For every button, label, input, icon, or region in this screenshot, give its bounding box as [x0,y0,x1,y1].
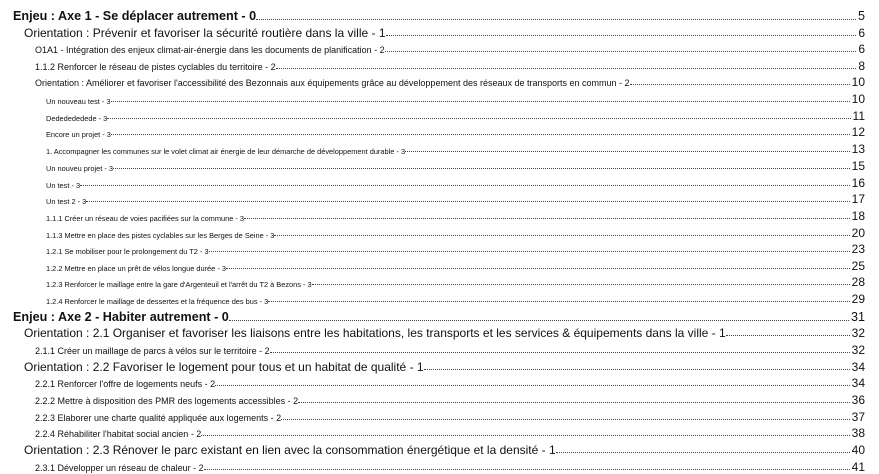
dot-leader [111,101,850,102]
toc-page-number: 23 [851,242,865,256]
dot-leader [276,68,857,69]
toc-page-number: 10 [851,92,865,106]
dot-leader [113,168,850,169]
toc-entry-label[interactable]: Enjeu : Axe 2 - Habiter autrement - 0 [13,310,229,324]
toc-entry-label[interactable]: 1.1.1 Créer un réseau de voies pacifiées sur la commune - 3 [46,213,245,223]
dot-leader [209,251,850,252]
toc-page-number: 11 [852,109,865,123]
dot-leader [244,218,850,219]
toc-entry-label[interactable]: 1.2.1 Se mobiliser pour le prolongement du T2 - 3 [46,246,209,256]
toc-entry-sub-action[interactable] [0,243,879,255]
dot-leader [268,301,849,302]
toc-page-number: 8 [858,59,865,73]
dot-leader [556,452,850,453]
toc-entry-orientation[interactable] [0,327,879,339]
toc-entry-label[interactable]: Orientation : Prévenir et favoriser la sécurité routière dans la ville - 1 [24,26,386,40]
toc-entry-action[interactable] [0,344,879,356]
toc-entry-enjeu[interactable] [0,311,879,324]
toc-entry-action[interactable] [0,377,879,389]
toc-entry-label[interactable]: Enjeu : Axe 1 - Se déplacer autrement - 0 [13,9,257,23]
toc-entry-label[interactable]: Dededededede - 3 [46,113,108,123]
dot-leader [726,335,850,336]
toc-entry-orientation[interactable] [0,27,879,39]
toc-entry-label[interactable]: 1.2.3 Renforcer le maillage entre la gare d'Argenteuil et l'arrêt du T2 à Bezons - 3 [46,279,312,289]
toc-entry-orientation[interactable] [0,444,879,456]
toc-entry-label[interactable]: Orientation : 2.3 Rénover le parc existant en lien avec la consommation énergétique et la densité - 1 [24,443,556,457]
toc-page-number: 29 [851,292,865,306]
toc-entry-label[interactable]: Orientation : Améliorer et favoriser l'accessibilité des Bezonnais aux équipements grâce au développement des réseaux de transports en commun - 2 [35,78,630,88]
toc-page-number: 41 [851,460,865,474]
toc-entry-label[interactable]: 2.1.1 Créer un maillage de parcs à vélos sur le territoire - 2 [35,346,270,356]
toc-page-number: 6 [858,42,865,56]
toc-entry-label[interactable]: 2.2.4 Réhabiliter l'habitat social ancien - 2 [35,429,202,439]
toc-entry-label[interactable]: Un test 2 - 3 [46,196,87,206]
toc-entry-sub-action[interactable] [0,293,879,305]
dot-leader [204,469,850,470]
toc-entry-label[interactable]: 1.2.4 Renforcer le maillage de dessertes et la fréquence des bus - 3 [46,296,269,306]
toc-entry-sub-action[interactable] [0,193,879,205]
toc-entry-label[interactable]: Un nouveu projet - 3 [46,163,113,173]
dot-leader [298,402,850,403]
toc-entry-sub-action[interactable] [0,126,879,138]
dot-leader [86,201,849,202]
toc-entry-sub-action[interactable] [0,210,879,222]
toc-page-number: 10 [851,75,865,89]
dot-leader [281,419,849,420]
toc-entry-sub-action[interactable] [0,227,879,239]
toc-entry-label[interactable]: 2.2.3 Elaborer une charte qualité appliquée aux logements - 2 [35,413,282,423]
toc-entry-orientation[interactable] [0,361,879,373]
toc-page-number: 38 [851,426,865,440]
dot-leader [270,352,850,353]
dot-leader [385,51,857,52]
toc-entry-sub-action[interactable] [0,276,879,288]
toc-page-number: 28 [851,275,865,289]
toc-entry-sub-action[interactable] [0,160,879,172]
toc-entry-label[interactable]: 1. Accompagner les communes sur le volet climat air énergie de leur démarche de développement durable - 3 [46,146,406,156]
toc-page-number: 6 [858,26,865,40]
toc-page-number: 17 [851,192,865,206]
toc-entry-label[interactable]: 1.2.2 Mettre en place un prêt de vélos longue durée - 3 [46,263,226,273]
toc-entry-label[interactable]: Un test - 3 [46,180,81,190]
dot-leader [201,435,849,436]
dot-leader [312,284,850,285]
toc-page-number: 20 [851,226,865,240]
toc-entry-action[interactable] [0,394,879,406]
toc-page-number: 25 [851,259,865,273]
dot-leader [256,19,856,20]
toc-entry-action[interactable] [0,76,879,88]
dot-leader [386,35,857,36]
toc-entry-action[interactable] [0,427,879,439]
toc-page-number: 15 [851,159,865,173]
toc-page-number: 16 [851,176,865,190]
toc-entry-sub-action[interactable] [0,143,879,155]
toc-page-number: 32 [851,343,865,357]
toc-page-number: 5 [857,9,865,23]
dot-leader [111,134,850,135]
toc-page-number: 12 [851,125,865,139]
toc-entry-sub-action[interactable] [0,260,879,272]
dot-leader [215,385,849,386]
dot-leader [274,235,849,236]
toc-entry-action[interactable] [0,43,879,55]
toc-entry-label[interactable]: Encore un projet - 3 [46,129,111,139]
toc-entry-sub-action[interactable] [0,110,879,122]
dot-leader [424,369,850,370]
toc-page-number: 34 [851,376,865,390]
toc-entry-sub-action[interactable] [0,93,879,105]
toc-entry-label[interactable]: 2.2.2 Mettre à disposition des PMR des logements accessibles - 2 [35,396,299,406]
toc-page-number: 32 [851,326,865,340]
toc-entry-label[interactable]: 2.2.1 Renforcer l'offre de logements neufs - 2 [35,379,216,389]
dot-leader [229,320,849,321]
toc-page-number: 18 [851,209,865,223]
toc-entry-label[interactable]: Un nouveau test - 3 [46,96,111,106]
toc-entry-action[interactable] [0,411,879,423]
toc-entry-label[interactable]: 1.1.2 Renforcer le réseau de pistes cyclables du territoire - 2 [35,62,276,72]
toc-page-number: 36 [851,393,865,407]
dot-leader [226,268,850,269]
toc-entry-enjeu[interactable] [0,10,879,23]
dot-leader [80,185,850,186]
toc-entry-sub-action[interactable] [0,177,879,189]
toc-page-number: 34 [851,360,865,374]
toc-entry-label[interactable]: 2.3.1 Développer un réseau de chaleur - 2 [35,463,204,473]
dot-leader [630,84,850,85]
toc-entry-label[interactable]: 1.1.3 Mettre en place des pistes cyclables sur les Berges de Seine - 3 [46,230,275,240]
toc-page-number: 37 [851,410,865,424]
toc-entry-action[interactable] [0,461,879,473]
toc-page-number: 40 [851,443,865,457]
dot-leader [107,118,850,119]
toc-entry-label[interactable]: Orientation : 2.1 Organiser et favoriser les liaisons entre les habitations, les transports et les services & équipements dans la ville - 1 [24,326,726,340]
dot-leader [405,151,850,152]
toc-page-number: 31 [850,310,865,324]
toc-entry-action[interactable] [0,60,879,72]
toc-entry-label[interactable]: O1A1 - Intégration des enjeux climat-air-énergie dans les documents de planification - 2 [35,45,385,55]
toc-entry-label[interactable]: Orientation : 2.2 Favoriser le logement pour tous et un habitat de qualité - 1 [24,360,424,374]
toc-page-number: 13 [851,142,865,156]
